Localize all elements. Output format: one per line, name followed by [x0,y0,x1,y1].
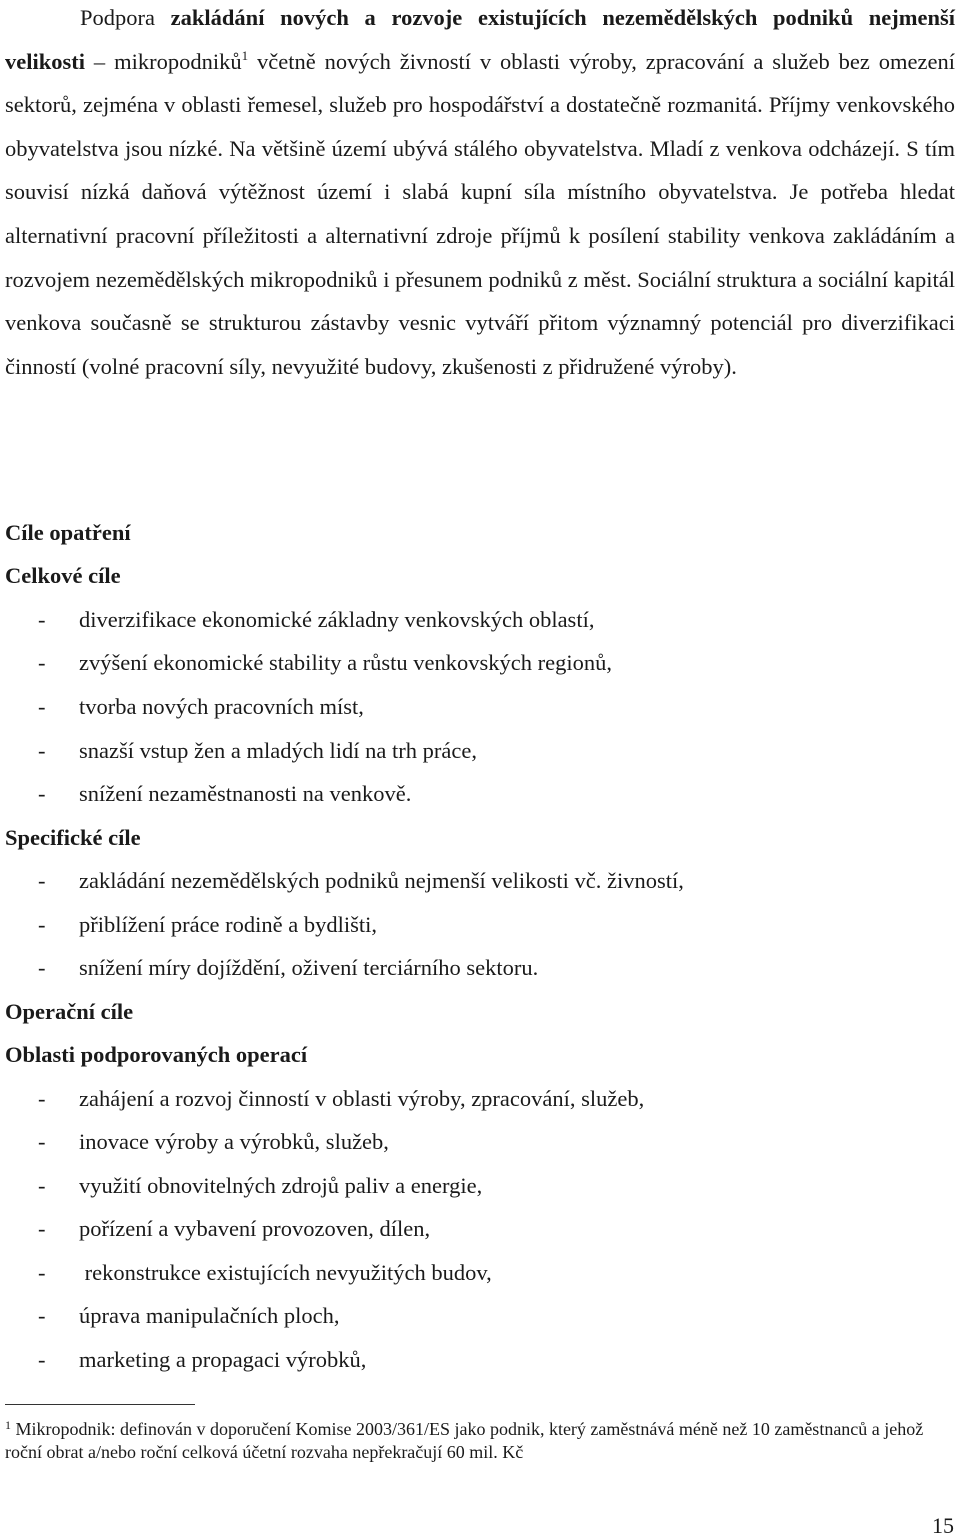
list-dash: - [38,1173,46,1198]
list-item [38,648,612,678]
list-item-text: pořízení a vybavení provozoven, dílen, [79,1216,431,1241]
intro-bold-text: zakládání nových a rozvoje existujících nezemědělských podniků nejmenší velikosti [5,5,955,74]
list-item-text: marketing a propagaci výrobků, [79,1347,367,1372]
heading-specificke-cile: Specifické cíle [5,825,141,850]
list-item [38,1127,389,1157]
heading-celkove-cile: Celkové cíle [5,563,121,588]
footnote-ref: 1 [241,47,249,63]
list-item [38,692,364,722]
heading-operacni-cile: Operační cíle [5,999,134,1024]
list-dash: - [38,868,46,893]
heading-cile-opatreni: Cíle opatření [5,520,131,545]
list-item [38,1258,492,1288]
list-item-text: zakládání nezemědělských podniků nejmenší velikosti vč. živností, [79,868,684,893]
list-dash: - [38,1129,46,1154]
list-item [38,779,411,809]
list-dash: - [38,650,46,675]
list-item [38,1345,366,1375]
list-item [38,1171,482,1201]
list-item-text: úprava manipulačních ploch, [79,1303,340,1328]
list-item-text: přiblížení práce rodině a bydlišti, [79,912,378,937]
list-item [38,1084,644,1114]
list-dash: - [38,1303,46,1328]
intro-text-dash: – mikropodniků [85,48,242,74]
heading-oblasti-podporovanych-operaci: Oblasti podporovaných operací [5,1042,308,1067]
list-dash: - [38,781,46,806]
list-item-text: diverzifikace ekonomické základny venkovských oblastí, [79,607,595,632]
list-dash: - [38,955,46,980]
list-item [38,866,684,896]
footnote-separator [5,1404,195,1405]
list-dash: - [38,607,46,632]
list-dash: - [38,1260,46,1285]
list-dash: - [38,912,46,937]
list-item-text: využití obnovitelných zdrojů paliv a energie, [79,1173,483,1198]
list-item [38,1214,430,1244]
list-item-text: snížení míry dojíždění, oživení terciárního sektoru. [79,955,539,980]
list-item-text: inovace výroby a výrobků, služeb, [79,1129,389,1154]
footnote [5,1418,925,1463]
list-dash: - [38,1086,46,1111]
list-dash: - [38,1216,46,1241]
list-dash: - [38,738,46,763]
footnote-mark: 1 [5,1418,11,1432]
list-dash: - [38,694,46,719]
list-item [38,605,594,635]
list-item [38,1301,340,1331]
intro-text-rest: včetně nových živností v oblasti výroby, zpracování a služeb bez omezení sektorů, zejména v oblasti řemesel, služeb pro hospodářství a dostatečně rozmanitá. Příjmy venkovského obyvatelstva jsou nízké. Na většině území ubývá stálého obyvatelstva. Mladí z venkova odcházejí. S tím souvisí nízká daňová výtěžnost území i slabá kupní síla místního obyvatelstva. Je potřeba hledat alternativní pracovní příležitosti a alternativní zdroje příjmů k posílení stability venkova zakládáním a rozvojem nezemědělských mikropodniků i přesunem podniků z měst. Sociální struktura a sociální kapitál venkova současně se strukturou zástavby vesnic vytváří přitom významný potenciál pro diverzifikaci činností (volné pracovní síly, nevyužité budovy, zkušenosti z přidružené výroby). [5,48,955,379]
footnote-text: Mikropodnik: definován v doporučení Komise 2003/361/ES jako podnik, který zaměstnává méně než 10 zaměstnanců a jehož roční obrat a/nebo roční celková účetní rozvaha nepřekračují 60 mil. Kč [5,1419,924,1462]
list-dash: - [38,1347,46,1372]
list-item-text: snížení nezaměstnanosti na venkově. [79,781,412,806]
list-item-text: zvýšení ekonomické stability a růstu venkovských regionů, [79,650,613,675]
list-item [38,910,377,940]
list-item-text: zahájení a rozvoj činností v oblasti výroby, zpracování, služeb, [79,1086,645,1111]
intro-paragraph [5,0,955,388]
list-item-text: rekonstrukce existujících nevyužitých budov, [79,1260,492,1285]
page-number: 15 [932,1513,954,1538]
list-item-text: tvorba nových pracovních míst, [79,694,364,719]
intro-text-start: Podpora [80,5,171,30]
list-item-text: snazší vstup žen a mladých lidí na trh práce, [79,738,477,763]
list-item [38,736,477,766]
list-item [38,953,538,983]
